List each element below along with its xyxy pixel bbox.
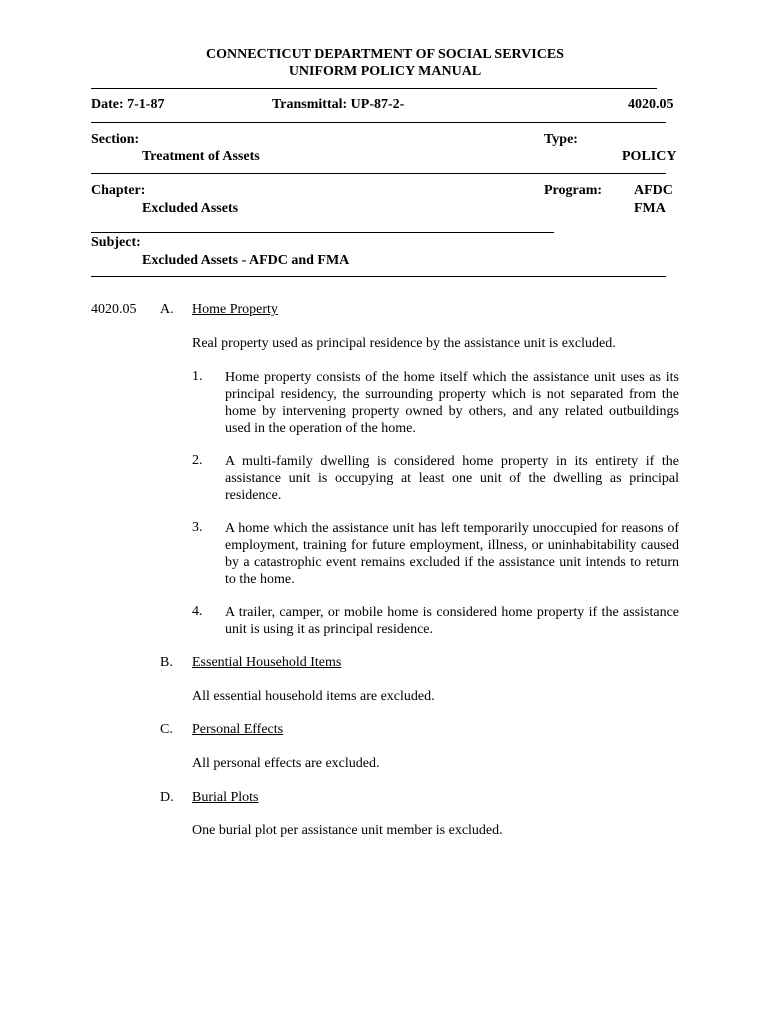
- subject-value: Excluded Assets - AFDC and FMA: [142, 253, 350, 268]
- divider: [91, 276, 666, 277]
- date-field: Date: 7-1-87: [91, 97, 165, 112]
- chapter-label: Chapter:: [91, 183, 146, 198]
- chapter-value: Excluded Assets: [142, 201, 239, 216]
- subitem-text: Home property consists of the home itself which the assistance unit uses as its principal residency, the surrounding property which is not separated from the home by intervening property owned by others, and any related outbuildings used in the operation of the home.: [225, 370, 679, 436]
- item-text: One burial plot per assistance unit member is excluded.: [192, 823, 503, 838]
- subitem-number: 2.: [192, 453, 203, 468]
- subitem-text: A trailer, camper, or mobile home is considered home property if the assistance unit is using it as principal residence.: [225, 605, 679, 637]
- divider: [91, 173, 666, 174]
- subitem-text: A multi-family dwelling is considered home property in its entirety if the assistance unit is occupying at least one unit of the dwelling as principal residence.: [225, 454, 679, 503]
- section-number: 4020.05: [91, 302, 137, 317]
- item-text: All personal effects are excluded.: [192, 756, 380, 771]
- item-letter: D.: [160, 790, 174, 805]
- program-value-fma: FMA: [634, 201, 666, 216]
- divider: [91, 122, 666, 123]
- section-label: Section:: [91, 132, 140, 147]
- policy-number: 4020.05: [628, 97, 674, 112]
- item-text: All essential household items are excluded.: [192, 689, 435, 704]
- section-value: Treatment of Assets: [142, 149, 260, 164]
- type-label: Type:: [544, 132, 578, 147]
- item-title: Personal Effects: [192, 722, 284, 737]
- item-letter: B.: [160, 655, 173, 670]
- document-title: CONNECTICUT DEPARTMENT OF SOCIAL SERVICES: [206, 47, 564, 62]
- item-letter: A.: [160, 302, 174, 317]
- subitem-text: A home which the assistance unit has left temporarily unoccupied for reasons of employment, training for future employment, illness, or uninhabitability caused by a catastrophic event remains excluded if the assistance unit intends to return to the home.: [225, 521, 679, 587]
- divider: [91, 232, 554, 233]
- transmittal-field: Transmittal: UP-87-2-: [272, 97, 405, 112]
- program-value-afdc: AFDC: [634, 183, 673, 198]
- item-letter: C.: [160, 722, 173, 737]
- item-title: Home Property: [192, 302, 278, 317]
- subject-label: Subject:: [91, 235, 141, 250]
- subitem-number: 3.: [192, 520, 203, 535]
- item-title: Essential Household Items: [192, 655, 342, 670]
- program-label: Program:: [544, 183, 603, 198]
- manual-title: UNIFORM POLICY MANUAL: [288, 64, 482, 79]
- item-text: Real property used as principal residence by the assistance unit is excluded.: [192, 336, 616, 351]
- type-value: POLICY: [622, 149, 677, 164]
- divider: [91, 88, 657, 89]
- item-title: Burial Plots: [192, 790, 259, 805]
- subitem-number: 4.: [192, 604, 203, 619]
- subitem-number: 1.: [192, 369, 203, 384]
